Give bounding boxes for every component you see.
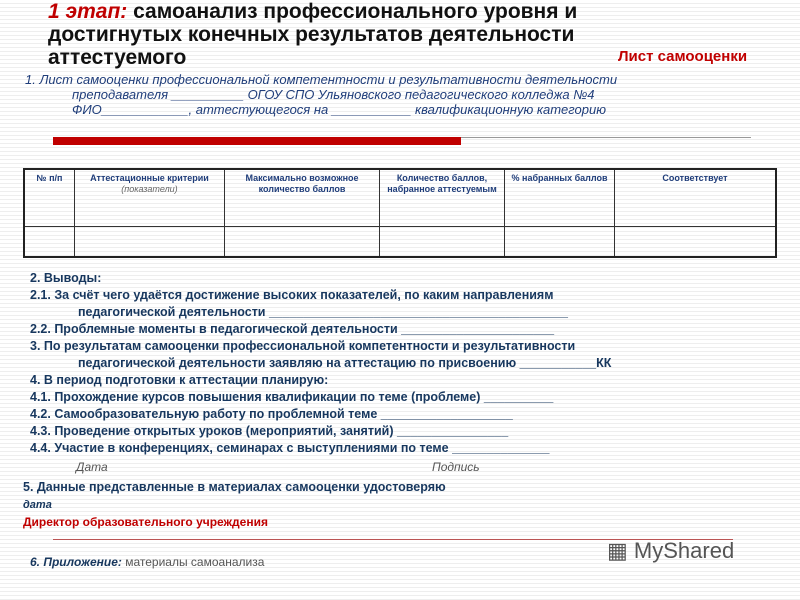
body-line: 3. По результатам самооценки профессиональной компетентности и результативности [30, 339, 576, 353]
table-row [24, 226, 776, 257]
intro-line: преподавателя __________ ОГОУ СПО Ульяновского педагогического колледжа №4 [72, 87, 595, 102]
section-5: 5. Данные представленные в материалах самооценки удостоверяю [23, 480, 446, 494]
sheet-label: Лист самооценки [618, 48, 748, 65]
body-line: педагогической деятельности ___________________________________________ [78, 305, 568, 319]
body-line: 4.1. Прохождение курсов повышения квалификации по теме (проблеме) __________ [30, 390, 554, 404]
intro [25, 72, 617, 117]
presentation-icon: ▦ [607, 538, 628, 563]
conclusions [30, 270, 611, 457]
body-line: 4. В период подготовки к аттестации планирую: [30, 373, 329, 387]
header-cell: % набранных баллов [505, 169, 615, 226]
header-cell: Количество баллов, набранное аттестуемым [380, 169, 505, 226]
intro-line: 1. Лист самооценки профессиональной компетентности и результативности деятельности [25, 72, 618, 87]
body-line: 2.2. Проблемные моменты в педагогической деятельности ______________________ [30, 322, 555, 336]
body-line: 4.3. Проведение открытых уроков (мероприятий, занятий) ________________ [30, 424, 509, 438]
table-header-row [24, 169, 776, 226]
header-cell: Максимально возможное количество баллов [225, 169, 380, 226]
page-title: 1 этап: самоанализ профессионального уровня и достигнутых конечных результатов деятельности аттестуемого [48, 0, 578, 69]
body-line: 2.1. За счёт чего удаётся достижение высоких показателей, по каким направлениям [30, 288, 554, 302]
body-line: педагогической деятельности заявляю на аттестацию по присвоению ___________КК [78, 356, 612, 370]
red-divider [53, 137, 461, 145]
signature-label: Подпись [432, 460, 480, 474]
header-cell: Аттестационные критерии (показатели) [75, 169, 225, 226]
myshared-watermark: ▦ MyShared [607, 538, 735, 563]
body-line: 4.2. Самообразовательную работу по проблемной теме ___________________ [30, 407, 513, 421]
section-6: 6. Приложение: материалы самоанализа [30, 555, 265, 569]
body-line: 4.4. Участие в конференциях, семинарах с выступлениями по теме ______________ [30, 441, 550, 455]
intro-line: ФИО____________, аттестующегося на ___________ квалификационную категорию [72, 102, 606, 117]
date-field: дата [23, 499, 52, 511]
header-cell: Соответствует [615, 169, 777, 226]
thin-divider [461, 137, 751, 138]
director-label: Директор образовательного учреждения [23, 515, 268, 529]
date-label: Дата [76, 460, 108, 474]
header-cell: № п/п [24, 169, 75, 226]
body-line: 2. Выводы: [30, 271, 102, 285]
assessment-table [23, 168, 777, 258]
